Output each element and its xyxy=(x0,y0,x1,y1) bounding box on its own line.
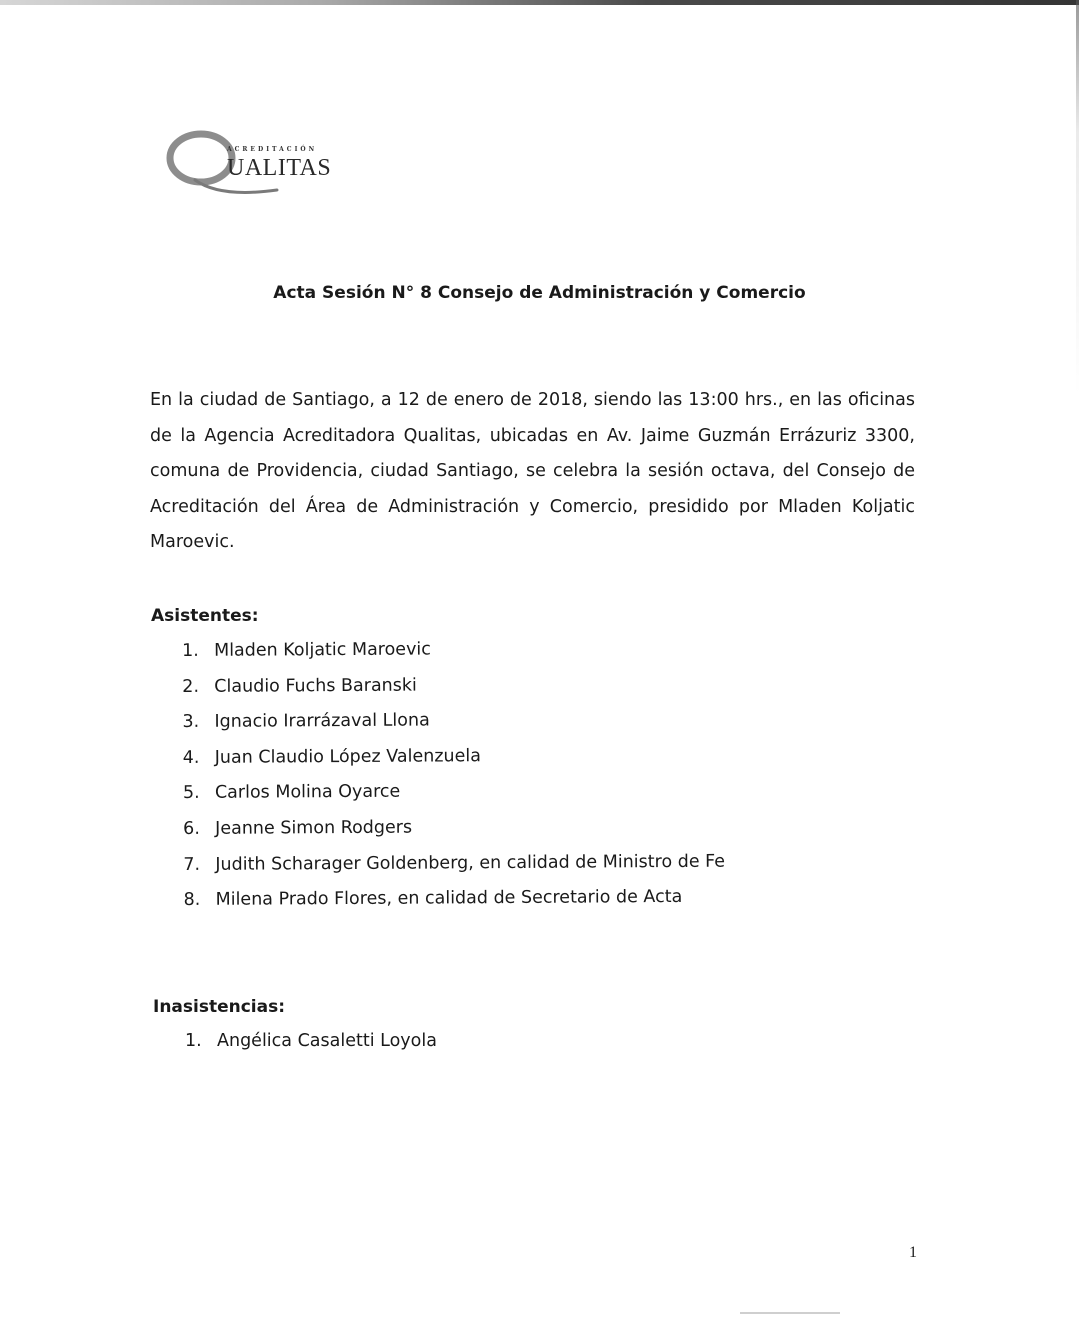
list-item xyxy=(183,744,725,783)
list-item xyxy=(184,887,726,926)
scan-mark-bottom xyxy=(740,1312,840,1314)
page-number: 1 xyxy=(909,1244,917,1261)
list-item-number: 2. xyxy=(182,676,200,697)
list-item xyxy=(185,1031,437,1067)
list-item-text: Ignacio Irarrázaval Llona xyxy=(214,710,430,732)
list-item xyxy=(182,638,724,677)
list-item-number: 3. xyxy=(182,712,200,733)
list-item-number: 1. xyxy=(182,640,199,661)
list-item-number: 8. xyxy=(183,890,201,911)
inasistencias-heading: Inasistencias: xyxy=(153,997,286,1017)
asistentes-heading: Asistentes: xyxy=(151,606,259,626)
list-item-text: Claudio Fuchs Baranski xyxy=(214,675,417,697)
list-item-number: 7. xyxy=(183,854,201,875)
list-item-text: Angélica Casaletti Loyola xyxy=(217,1031,437,1051)
list-item-text: Milena Prado Flores, en calidad de Secretario de Acta xyxy=(215,887,683,910)
list-item-text: Judith Scharager Goldenberg, en calidad de Ministro de Fe xyxy=(215,851,726,875)
list-item xyxy=(182,709,724,748)
list-item-number: 6. xyxy=(183,818,200,839)
list-item-text: Juan Claudio López Valenzuela xyxy=(214,745,482,768)
list-item xyxy=(183,816,725,855)
logo-main-text: UALITAS xyxy=(227,155,332,181)
inasistencias-list xyxy=(185,1031,437,1067)
qualitas-logo xyxy=(165,128,335,206)
list-item xyxy=(183,780,725,819)
intro-paragraph: En la ciudad de Santiago, a 12 de enero de 2018, siendo las 13:00 hrs., en las oficinas de la Agencia Acreditadora Qualitas, ubicadas en Av. Jaime Guzmán Errázuriz 3300, comuna de Providencia, ciudad Santiago, se celebra la sesión octava, del Consejo de Acreditación del Área de Administración y Comercio, presidido por Mladen Koljatic Maroevic. xyxy=(150,390,915,552)
list-item-number: 1. xyxy=(185,1031,202,1051)
list-item-text: Mladen Koljatic Maroevic xyxy=(213,639,431,661)
logo-small-text: ACREDITACIÓN xyxy=(227,146,318,153)
document-title: Acta Sesión N° 8 Consejo de Administración y Comercio xyxy=(273,283,806,303)
list-item-number: 4. xyxy=(182,747,200,768)
list-item xyxy=(183,851,725,890)
scan-edge-top xyxy=(0,0,1079,5)
asistentes-list xyxy=(182,638,725,926)
list-item-text: Carlos Molina Oyarce xyxy=(214,782,401,804)
list-item-text: Jeanne Simon Rodgers xyxy=(215,817,413,839)
list-item xyxy=(182,673,724,712)
list-item-number: 5. xyxy=(182,783,200,804)
